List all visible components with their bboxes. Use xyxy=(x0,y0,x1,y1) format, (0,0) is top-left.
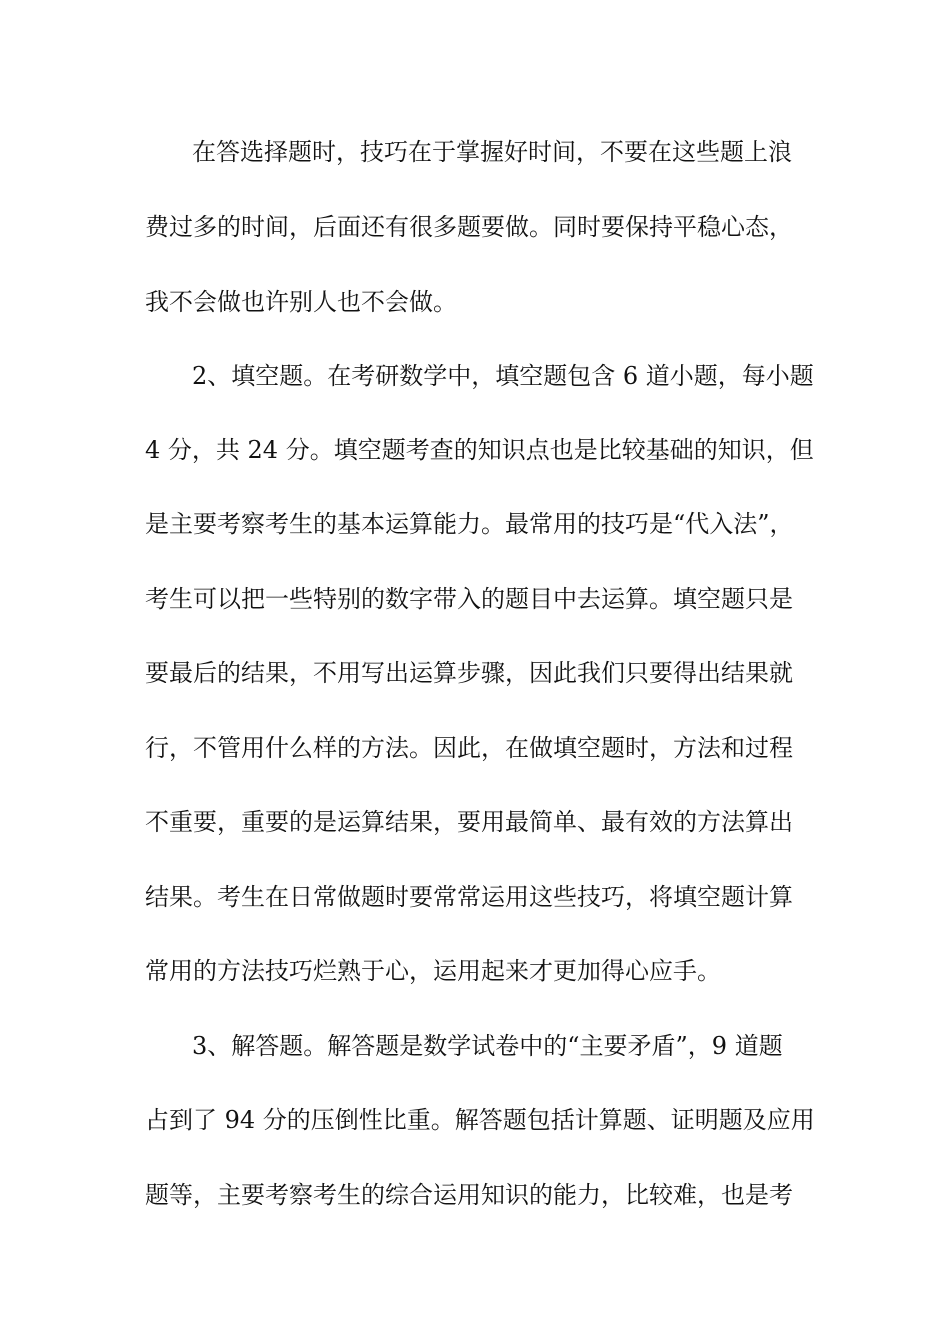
text-line: 结果。考生在日常做题时要常常运用这些技巧，将填空题计算 xyxy=(145,883,793,911)
text-line: 不重要，重要的是运算结果，要用最简单、最有效的方法算出 xyxy=(145,808,793,836)
text-line: 4 分，共 24 分。填空题考查的知识点也是比较基础的知识，但 xyxy=(145,436,814,464)
text-line: 2、填空题。在考研数学中，填空题包含 6 道小题，每小题 xyxy=(192,362,814,390)
text-line: 题等，主要考察考生的综合运用知识的能力，比较难，也是考 xyxy=(145,1181,793,1209)
text-line: 我不会做也许别人也不会做。 xyxy=(145,288,457,316)
text-line: 费过多的时间，后面还有很多题要做。同时要保持平稳心态， xyxy=(145,213,793,241)
text-line: 在答选择题时，技巧在于掌握好时间，不要在这些题上浪 xyxy=(192,138,792,166)
text-line: 要最后的结果，不用写出运算步骤，因此我们只要得出结果就 xyxy=(145,659,793,687)
text-line: 常用的方法技巧烂熟于心，运用起来才更加得心应手。 xyxy=(145,957,721,985)
text-line: 考生可以把一些特别的数字带入的题目中去运算。填空题只是 xyxy=(145,585,793,613)
text-line: 3、解答题。解答题是数学试卷中的“主要矛盾”，9 道题 xyxy=(192,1032,783,1060)
text-line: 占到了 94 分的压倒性比重。解答题包括计算题、证明题及应用 xyxy=(145,1106,815,1134)
text-line: 行，不管用什么样的方法。因此，在做填空题时，方法和过程 xyxy=(145,734,793,762)
text-line: 是主要考察考生的基本运算能力。最常用的技巧是“代入法”， xyxy=(145,510,794,538)
